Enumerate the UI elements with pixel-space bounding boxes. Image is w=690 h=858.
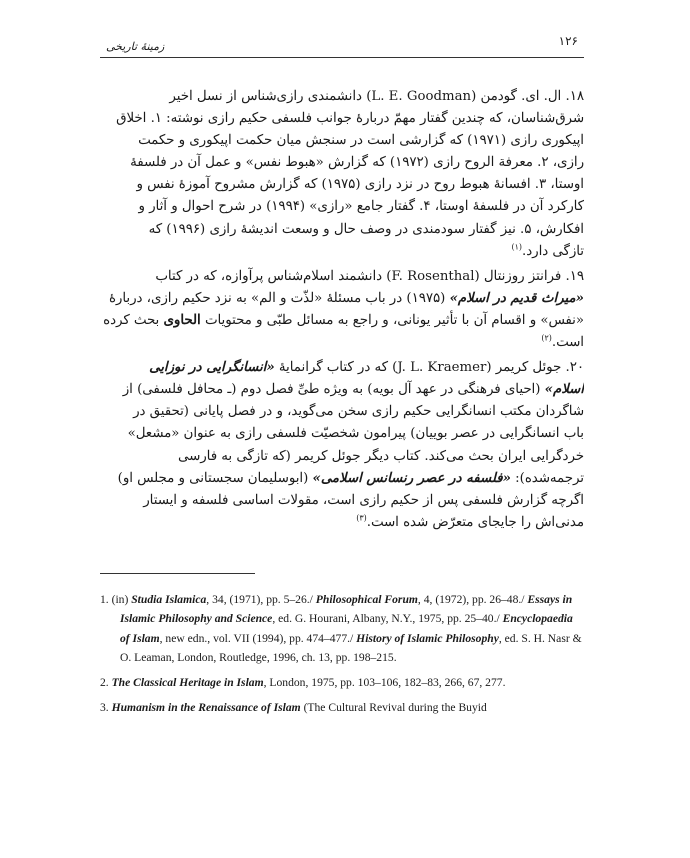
footnote-text: , ed. S. H. Nasr & O. Leaman, London, Routledge, 1996, ch. 13, pp. 198–215. [120,631,582,664]
text-line [100,468,584,490]
line-text: است. [551,335,584,351]
text-line: رازی، ۲. معرفة الروح رازی (۱۹۷۲) که گزارش «هبوط نفس» و عمل آن در فلسفهٔ [130,155,584,171]
work-title: History of Islamic Philosophy [356,631,499,645]
text-line: ۱۹. فرانتز روزنتال (F. Rosenthal) دانشمند اسلام‌شناس پرآوازه، که در کتاب [155,268,584,284]
line-text: تازگی دارد. [522,243,584,259]
text-line [100,288,584,310]
footnote-text: , new edn., vol. VII (1994), pp. 474–477./ [159,631,357,645]
book-title: «فلسفه در عصر رنسانس اسلامی» [312,470,511,486]
text-line: کارکرد آن در فلسفهٔ اوستا، ۴. گفتار جامع «رازی» (۱۹۹۴) در شرح احوال و آثار و [138,199,584,215]
text-line: اپیکوری رازی (۱۹۷۱) که گزارشی است در سنجش میان حکمت اپیکوری و حکمت [138,133,584,149]
footnote-text: , London, 1975, pp. 103–106, 182–83, 266, 67, 277. [263,676,506,690]
line-text: (احیای فرهنگی در عهد آل بویه) به ویژه طیِّ فصل دوم (ـ محافل فلسفی) از [122,382,545,398]
text-line [100,357,584,379]
line-text: (ابوسلیمان سجستانی و مجلس او) [117,470,313,486]
running-title: زمینهٔ تاریخی [106,40,165,53]
footnote-text: 1. (in) [100,593,132,606]
paragraph-19 [100,266,584,354]
page-header [100,34,584,58]
work-title: Philosophical Forum [315,593,418,606]
main-text [100,86,584,534]
footnote-text: , ed. G. Hourani, Albany, N.Y., 1975, pp. 25–40./ [272,612,503,626]
line-text: مدنی‌اش را جایجای متعرّض شده است. [366,514,584,530]
page-number: ۱۲۶ [558,34,578,48]
book-title: الحاوی [163,312,201,328]
footnote-1 [100,590,584,667]
text-line: باب انسانگرایی در عصر بوییان) پیرامون شخصیّت فلسفی رازی به عنوان «مشعل» [127,426,584,442]
book-title: «میراث قدیم در اسلام» [449,290,584,306]
text-line [100,310,584,332]
line-text: ترجمه‌شده): [510,470,584,486]
footnote-text: , 4, (1972), pp. 26–48./ [417,593,528,606]
footnotes [100,590,584,724]
footnote-ref-1: (۱) [511,242,522,252]
book-title: اسلام» [544,382,584,398]
work-title: Studia Islamica [131,593,207,606]
text-line: ۱۸. ال. ای. گودمن (L. E. Goodman) دانشمندی رازی‌شناس از نسل اخیر [169,89,584,104]
book-title: «انسانگرایی در نوزایی [149,360,275,376]
footnote-separator [100,573,255,574]
footnote-3 [100,698,584,717]
paragraph-20 [100,357,584,534]
line-text: ۲۰. جوئل کریمر (J. L. Kraemer) که در کتاب گرانمایهٔ [274,360,584,376]
text-line: افکارش، ۵. نیز گفتار سودمندی در وصف حال و وسعت اندیشهٔ رازی (۱۹۹۶) که [148,221,584,237]
footnote-text: , 34, (1971), pp. 5–26./ [206,593,316,606]
line-text: «نفس» و اقسام آن با تأثیر یونانی، و راجع به مسائل طبّی و محتویات [200,312,584,328]
footnote-text: 3. [100,701,112,715]
work-title: Encyclopaedia of Islam [120,612,573,645]
footnote-2 [100,673,584,692]
line-text: (۱۹۷۵) در باب مسئلهٔ «لذّت و الم» به نزد حکیم رازی، دربارهٔ [108,290,450,306]
text-line: شرق‌شناسان، که چندین گفتار مهمّ دربارهٔ جوانب فلسفی حکیم رازی نوشته: ۱. اخلاق [116,111,584,127]
text-line [100,332,584,354]
work-title: Essays in Islamic Philosophy and Science [120,593,573,626]
header-rule [100,57,584,58]
line-text: بحث کرده [103,312,164,328]
footnote-text: 2. [100,676,112,690]
work-title: Humanism in the Renaissance of Islam [111,701,301,715]
text-line: اوستا، ۳. افسانهٔ هبوط روح در نزد رازی (۱۹۷۵) که گزارش مشروح آموزهٔ نفس و [136,177,584,193]
work-title: The Classical Heritage in Islam [111,676,264,690]
footnote-text: (The Cultural Revival during the Buyid [300,701,487,715]
footnote-ref-2: (۲) [541,333,552,343]
paragraph-18 [100,86,584,263]
text-line [100,379,584,401]
footnote-ref-3: (۳) [356,513,367,523]
text-line: خردگرایی ایران بحث می‌کند. کتاب دیگر جوئل کریمر (که تازگی به فارسی [178,448,584,464]
text-line [100,241,584,263]
text-line: شاگردان مکتب انسانگرایی حکیم رازی سخن می‌گوید، و در فصل پایانی (تحقیق در [133,404,584,420]
text-line: اگرچه گزارش فلسفی پس از حکیم رازی است، مقولات اساسی فلسفه و ایستار [143,492,584,508]
text-line [100,512,584,534]
